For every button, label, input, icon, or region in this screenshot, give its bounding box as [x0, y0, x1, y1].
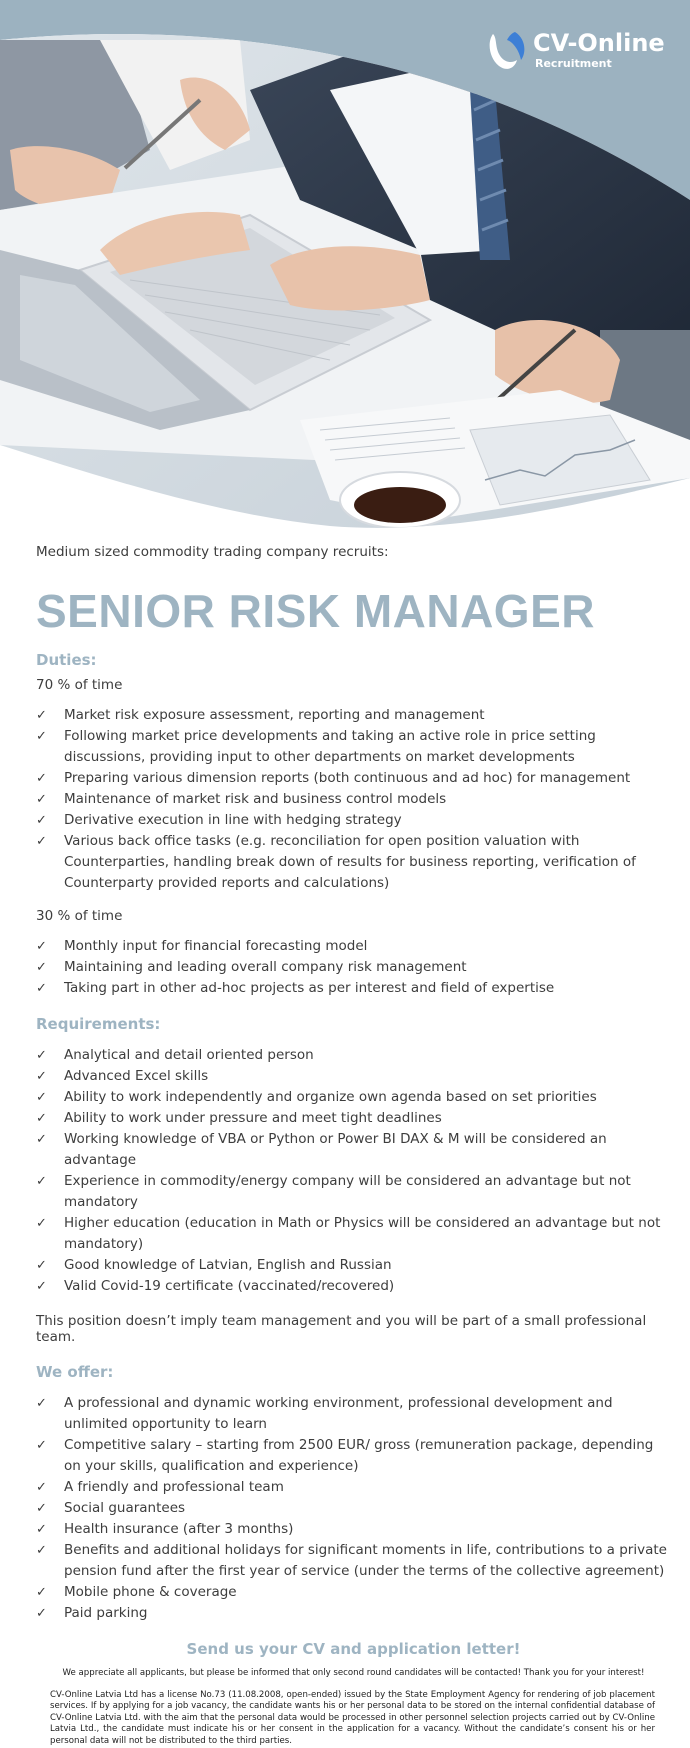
checkmark-icon: ✓ [36, 1278, 47, 1294]
offer-list [36, 1393, 671, 1624]
list-item [36, 1393, 671, 1435]
list-item [36, 1519, 671, 1540]
list-item-text: Maintaining and leading overall company risk management [64, 958, 467, 975]
checkmark-icon: ✓ [36, 1437, 47, 1453]
cv-online-logo-icon [485, 28, 529, 72]
list-item [36, 957, 671, 978]
checkmark-icon: ✓ [36, 1500, 47, 1516]
office-meeting-photo [0, 0, 690, 540]
list-item-text: Following market price developments and taking an active role in price setting discussions, providing input to other departments on market developments [64, 727, 596, 765]
checkmark-icon: ✓ [36, 1068, 47, 1084]
brand-logo [485, 28, 665, 72]
duties-part2-label: 30 % of time [36, 907, 123, 924]
list-item [36, 831, 671, 894]
checkmark-icon: ✓ [36, 728, 47, 744]
list-item [36, 1435, 671, 1477]
checkmark-icon: ✓ [36, 1173, 47, 1189]
brand-subtitle: Recruitment [535, 57, 612, 70]
list-item [36, 810, 671, 831]
list-item-text: A friendly and professional team [64, 1478, 284, 1495]
duties-heading: Duties: [36, 650, 97, 669]
list-item-text: Higher education (education in Math or Physics will be considered an advantage but not mandatory) [64, 1214, 661, 1252]
list-item [36, 789, 671, 810]
checkmark-icon: ✓ [36, 833, 47, 849]
hero-banner [0, 0, 690, 540]
list-item [36, 1171, 671, 1213]
job-title: SENIOR RISK MANAGER [36, 585, 595, 637]
list-item-text: Competitive salary – starting from 2500 EUR/ gross (remuneration package, depending on your skills, qualification and experience) [64, 1436, 654, 1474]
intro-text: Medium sized commodity trading company recruits: [36, 544, 389, 560]
list-item-text: Ability to work under pressure and meet tight deadlines [64, 1109, 442, 1126]
offer-heading: We offer: [36, 1362, 114, 1381]
list-item-text: Valid Covid-19 certificate (vaccinated/recovered) [64, 1277, 395, 1294]
list-item-text: Mobile phone & coverage [64, 1583, 237, 1600]
checkmark-icon: ✓ [36, 812, 47, 828]
duties-part1-label: 70 % of time [36, 676, 123, 693]
checkmark-icon: ✓ [36, 1542, 47, 1558]
checkmark-icon: ✓ [36, 1131, 47, 1147]
list-item [36, 1213, 671, 1255]
checkmark-icon: ✓ [36, 1605, 47, 1621]
list-item [36, 726, 671, 768]
checkmark-icon: ✓ [36, 1110, 47, 1126]
list-item [36, 768, 671, 789]
list-item [36, 1477, 671, 1498]
checkmark-icon: ✓ [36, 770, 47, 786]
list-item-text: Health insurance (after 3 months) [64, 1520, 294, 1537]
checkmark-icon: ✓ [36, 959, 47, 975]
checkmark-icon: ✓ [36, 1479, 47, 1495]
list-item-text: Monthly input for financial forecasting model [64, 937, 368, 954]
list-item-text: Derivative execution in line with hedging strategy [64, 811, 402, 828]
list-item [36, 1066, 671, 1087]
job-description [36, 540, 671, 1747]
list-item [36, 1603, 671, 1624]
checkmark-icon: ✓ [36, 707, 47, 723]
checkmark-icon: ✓ [36, 1047, 47, 1063]
checkmark-icon: ✓ [36, 1089, 47, 1105]
list-item-text: Market risk exposure assessment, reporting and management [64, 706, 485, 723]
appreciation-note: We appreciate all applicants, but please be informed that only second round candidates will be contacted! Thank you for your interest! [62, 1667, 645, 1678]
list-item-text: Analytical and detail oriented person [64, 1046, 314, 1063]
list-item [36, 1087, 671, 1108]
checkmark-icon: ✓ [36, 1257, 47, 1273]
checkmark-icon: ✓ [36, 1395, 47, 1411]
legal-disclaimer: CV-Online Latvia Ltd has a license No.73 (11.08.2008, open-ended) issued by the State Employment Agency for rendering of job placement services. If by applying for a job vacancy, the candidate wants his or her personal data to be stored on the internal confidential database of CV-Online Latvia Ltd. with the aim that the personal data would be processed in other personnel selection projects carried out by CV-Online Latvia Ltd., the candidate must indicate his or her consent in the application for a vacancy. Without the candidate’s consent his or her personal data will not be distributed to the third parties. [50, 1689, 655, 1746]
list-item [36, 1108, 671, 1129]
list-item-text: Working knowledge of VBA or Python or Power BI DAX & M will be considered an advantage [64, 1130, 607, 1168]
checkmark-icon: ✓ [36, 1584, 47, 1600]
list-item [36, 978, 671, 999]
list-item [36, 1129, 671, 1171]
list-item-text: A professional and dynamic working environment, professional development and unlimited opportunity to learn [64, 1394, 613, 1432]
list-item [36, 705, 671, 726]
list-item-text: Preparing various dimension reports (both continuous and ad hoc) for management [64, 769, 631, 786]
duties-part2-list [36, 936, 671, 999]
list-item-text: Good knowledge of Latvian, English and Russian [64, 1256, 392, 1273]
requirements-list [36, 1045, 671, 1297]
list-item [36, 1255, 671, 1276]
list-item-text: Ability to work independently and organize own agenda based on set priorities [64, 1088, 597, 1105]
duties-part1-list [36, 705, 671, 894]
list-item [36, 1540, 671, 1582]
apply-call-to-action: Send us your CV and application letter! [186, 1639, 521, 1658]
team-note: This position doesn’t imply team management and you will be part of a small professional team. [36, 1312, 647, 1345]
list-item-text: Maintenance of market risk and business control models [64, 790, 447, 807]
list-item [36, 1582, 671, 1603]
list-item-text: Advanced Excel skills [64, 1067, 209, 1084]
checkmark-icon: ✓ [36, 1215, 47, 1231]
brand-name: CV-Online [533, 29, 665, 57]
list-item-text: Various back office tasks (e.g. reconciliation for open position valuation with Counterparties, handling break down of results for business reporting, verification of Counterparty provided reports and calculations) [64, 832, 636, 891]
list-item-text: Benefits and additional holidays for significant moments in life, contributions to a private pension fund after the first year of service (under the terms of the collective agreement) [64, 1541, 667, 1579]
list-item-text: Experience in commodity/energy company will be considered an advantage but not mandatory [64, 1172, 631, 1210]
list-item [36, 1276, 671, 1297]
list-item [36, 936, 671, 957]
requirements-heading: Requirements: [36, 1014, 161, 1033]
list-item [36, 1498, 671, 1519]
list-item-text: Social guarantees [64, 1499, 186, 1516]
list-item-text: Taking part in other ad-hoc projects as per interest and field of expertise [64, 979, 555, 996]
checkmark-icon: ✓ [36, 791, 47, 807]
checkmark-icon: ✓ [36, 980, 47, 996]
checkmark-icon: ✓ [36, 1521, 47, 1537]
list-item-text: Paid parking [64, 1604, 148, 1621]
checkmark-icon: ✓ [36, 938, 47, 954]
list-item [36, 1045, 671, 1066]
